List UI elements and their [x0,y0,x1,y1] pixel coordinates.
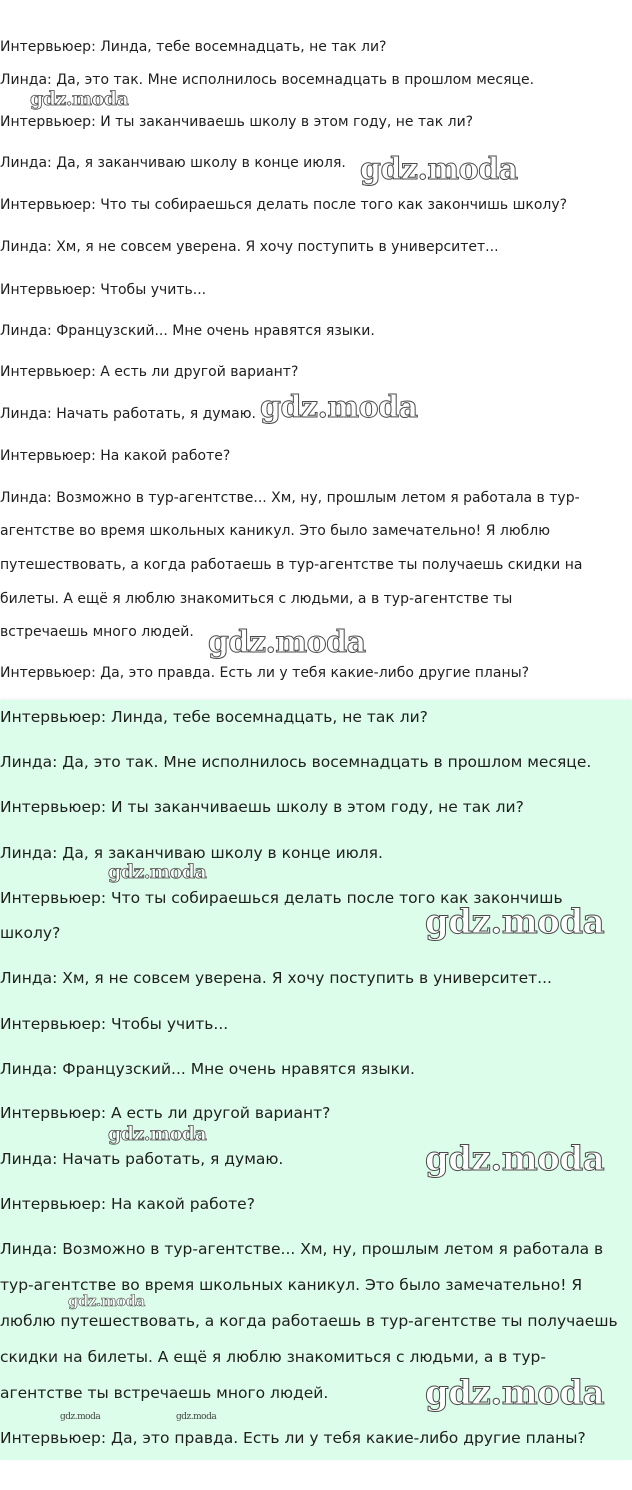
top-text-block [0,0,632,700]
text-line: агентстве ты встречаешь много людей. [0,1384,329,1402]
text-line: Интервьюер: Да, это правда. Есть ли у тебя какие-либо другие планы? [0,1429,586,1447]
text-line: билеты. А ещё я люблю знакомиться с людьми, а в тур-агентстве ты [0,591,513,607]
text-line: Линда: Начать работать, я думаю. [0,406,256,422]
text-line: Интервьюер: Что ты собираешься делать после того как закончишь школу? [0,197,568,213]
text-line: Линда: Хм, я не совсем уверена. Я хочу поступить в университет... [0,969,552,987]
watermark-logo: gdz.moda [260,390,418,425]
text-line: Интервьюер: На какой работе? [0,1195,255,1213]
text-line: тур-агентстве во время школьных каникул. Это было замечательно! Я [0,1276,583,1294]
text-line: Интервьюер: Чтобы учить... [0,282,207,298]
text-line: Линда: Да, я заканчиваю школу в конце июля. [0,844,383,862]
text-line: Интервьюер: И ты заканчиваешь школу в этом году, не так ли? [0,798,524,816]
watermark-logo: gdz.moda [208,625,366,660]
text-line: Интервьюер: Чтобы учить... [0,1015,229,1033]
watermark-logo: gdz.moda [425,902,605,942]
text-line: Линда: Французский... Мне очень нравятся языки. [0,323,375,339]
text-line: Линда: Хм, я не совсем уверена. Я хочу поступить в университет... [0,239,499,255]
text-line: Интервьюер: А есть ли другой вариант? [0,364,299,380]
text-line: Интервьюер: Что ты собираешься делать после того как закончишь [0,889,563,907]
text-line: Линда: Начать работать, я думаю. [0,1150,284,1168]
watermark-logo: gdz.moda [360,152,518,187]
text-line: Интервьюер: Линда, тебе восемнадцать, не так ли? [0,708,428,726]
watermark-logo: gdz.moda [108,1123,207,1145]
watermark-logo: gdz.moda [60,1412,101,1422]
text-line: Линда: Да, это так. Мне исполнилось восемнадцать в прошлом месяце. [0,72,535,88]
text-line: Интервьюер: Линда, тебе восемнадцать, не так ли? [0,39,387,55]
text-line: Линда: Да, это так. Мне исполнилось восемнадцать в прошлом месяце. [0,753,592,771]
text-line: Линда: Возможно в тур-агентстве... Хм, ну, прошлым летом я работала в [0,1240,604,1258]
watermark-logo: gdz.moda [30,88,129,110]
text-line: Интервьюер: Да, это правда. Есть ли у тебя какие-либо другие планы? [0,665,530,681]
bottom-text-block [0,700,632,1460]
watermark-logo: gdz.moda [176,1412,217,1422]
text-line: Линда: Французский... Мне очень нравятся языки. [0,1060,415,1078]
text-line: Интервьюер: На какой работе? [0,448,231,464]
text-line: путешествовать, а когда работаешь в тур-агентстве ты получаешь скидки на [0,557,583,573]
text-line: скидки на билеты. А ещё я люблю знакомиться с людьми, а в тур- [0,1348,546,1366]
watermark-logo: gdz.moda [68,1292,145,1310]
text-line: агентстве во время школьных каникул. Это было замечательно! Я люблю [0,523,550,539]
text-line: люблю путешествовать, а когда работаешь в тур-агентстве ты получаешь [0,1312,618,1330]
text-line: школу? [0,924,61,942]
text-line: Интервьюер: А есть ли другой вариант? [0,1104,331,1122]
text-line: Линда: Возможно в тур-агентстве... Хм, ну, прошлым летом я работала в тур- [0,490,580,506]
text-line: Линда: Да, я заканчиваю школу в конце июля. [0,155,346,171]
watermark-logo: gdz.moda [425,1373,605,1413]
watermark-logo: gdz.moda [108,861,207,883]
text-line: Интервьюер: И ты заканчиваешь школу в этом году, не так ли? [0,114,474,130]
watermark-logo: gdz.moda [425,1139,605,1179]
text-line: встречаешь много людей. [0,624,194,640]
